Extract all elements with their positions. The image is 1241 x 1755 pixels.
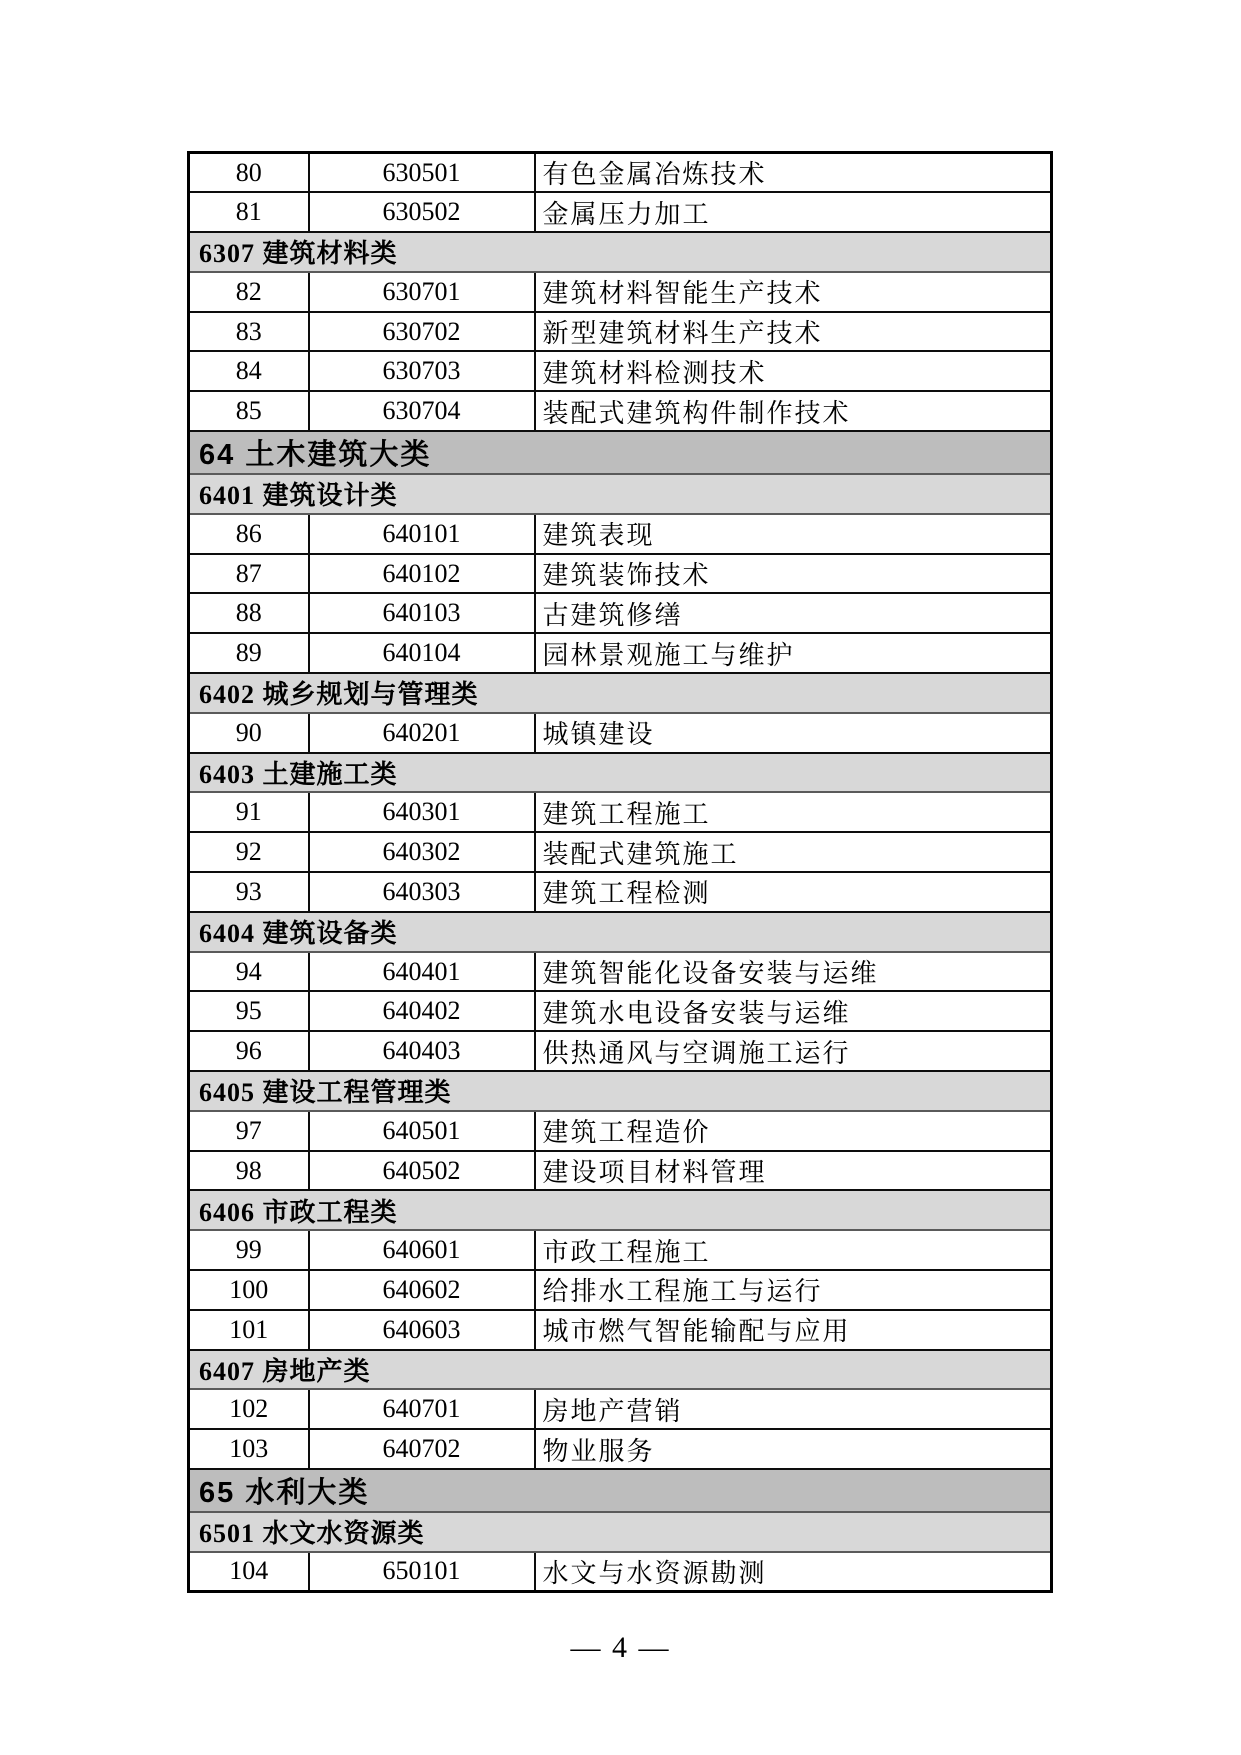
major-category-header-row bbox=[189, 431, 1052, 474]
table-row bbox=[189, 1111, 1052, 1151]
subcategory-header-row bbox=[189, 1350, 1052, 1390]
major-name-cell: 建筑水电设备安装与运维 bbox=[535, 991, 1052, 1031]
major-code-cell: 640502 bbox=[309, 1151, 535, 1191]
table-row bbox=[189, 872, 1052, 912]
table-row bbox=[189, 952, 1052, 992]
serial-number-cell: 91 bbox=[189, 792, 309, 832]
major-name-cell: 供热通风与空调施工运行 bbox=[535, 1031, 1052, 1071]
subcategory-header-row bbox=[189, 912, 1052, 952]
table-row bbox=[189, 514, 1052, 554]
major-category-header-cell: 65 水利大类 bbox=[189, 1469, 1052, 1512]
table-row bbox=[189, 832, 1052, 872]
major-name-cell: 城市燃气智能输配与应用 bbox=[535, 1310, 1052, 1350]
subcategory-header-cell: 6405 建设工程管理类 bbox=[189, 1071, 1052, 1111]
major-code-cell: 640401 bbox=[309, 952, 535, 992]
subcategory-header-row bbox=[189, 673, 1052, 713]
major-name-cell: 金属压力加工 bbox=[535, 192, 1052, 232]
serial-number-cell: 104 bbox=[189, 1552, 309, 1592]
major-name-cell: 新型建筑材料生产技术 bbox=[535, 312, 1052, 352]
subcategory-header-cell: 6404 建筑设备类 bbox=[189, 912, 1052, 952]
major-name-cell: 房地产营销 bbox=[535, 1389, 1052, 1429]
major-name-cell: 水文与水资源勘测 bbox=[535, 1552, 1052, 1592]
subcategory-header-row bbox=[189, 753, 1052, 793]
major-code-cell: 640103 bbox=[309, 593, 535, 633]
major-code-cell: 630702 bbox=[309, 312, 535, 352]
major-category-header-cell: 64 土木建筑大类 bbox=[189, 431, 1052, 474]
major-name-cell: 建筑智能化设备安装与运维 bbox=[535, 952, 1052, 992]
major-code-cell: 640201 bbox=[309, 713, 535, 753]
major-code-cell: 630704 bbox=[309, 391, 535, 431]
serial-number-cell: 87 bbox=[189, 554, 309, 594]
major-name-cell: 装配式建筑施工 bbox=[535, 832, 1052, 872]
subcategory-header-cell: 6407 房地产类 bbox=[189, 1350, 1052, 1390]
subcategory-header-cell: 6406 市政工程类 bbox=[189, 1190, 1052, 1230]
table-row bbox=[189, 792, 1052, 832]
major-code-cell: 630701 bbox=[309, 272, 535, 312]
major-name-cell: 建筑材料智能生产技术 bbox=[535, 272, 1052, 312]
serial-number-cell: 89 bbox=[189, 633, 309, 673]
subcategory-header-row bbox=[189, 232, 1052, 272]
table-row bbox=[189, 153, 1052, 193]
major-code-cell: 630502 bbox=[309, 192, 535, 232]
serial-number-cell: 96 bbox=[189, 1031, 309, 1071]
table-row bbox=[189, 1270, 1052, 1310]
serial-number-cell: 80 bbox=[189, 153, 309, 193]
subcategory-header-cell: 6501 水文水资源类 bbox=[189, 1512, 1052, 1552]
table-row bbox=[189, 351, 1052, 391]
major-code-cell: 640603 bbox=[309, 1310, 535, 1350]
table-row bbox=[189, 713, 1052, 753]
major-code-cell: 630703 bbox=[309, 351, 535, 391]
serial-number-cell: 94 bbox=[189, 952, 309, 992]
serial-number-cell: 86 bbox=[189, 514, 309, 554]
subcategory-header-cell: 6402 城乡规划与管理类 bbox=[189, 673, 1052, 713]
major-name-cell: 给排水工程施工与运行 bbox=[535, 1270, 1052, 1310]
table-row bbox=[189, 593, 1052, 633]
serial-number-cell: 100 bbox=[189, 1270, 309, 1310]
table-row bbox=[189, 1151, 1052, 1191]
serial-number-cell: 102 bbox=[189, 1389, 309, 1429]
major-name-cell: 物业服务 bbox=[535, 1429, 1052, 1469]
serial-number-cell: 84 bbox=[189, 351, 309, 391]
major-code-cell: 640303 bbox=[309, 872, 535, 912]
serial-number-cell: 101 bbox=[189, 1310, 309, 1350]
major-code-cell: 640601 bbox=[309, 1230, 535, 1270]
major-name-cell: 建设项目材料管理 bbox=[535, 1151, 1052, 1191]
serial-number-cell: 83 bbox=[189, 312, 309, 352]
major-code-cell: 640602 bbox=[309, 1270, 535, 1310]
table-row bbox=[189, 633, 1052, 673]
subcategory-header-row bbox=[189, 474, 1052, 514]
table-row bbox=[189, 1310, 1052, 1350]
major-code-cell: 640102 bbox=[309, 554, 535, 594]
major-name-cell: 建筑表现 bbox=[535, 514, 1052, 554]
major-name-cell: 城镇建设 bbox=[535, 713, 1052, 753]
table-row bbox=[189, 1429, 1052, 1469]
serial-number-cell: 82 bbox=[189, 272, 309, 312]
table-row bbox=[189, 1552, 1052, 1592]
serial-number-cell: 92 bbox=[189, 832, 309, 872]
major-name-cell: 建筑工程检测 bbox=[535, 872, 1052, 912]
serial-number-cell: 85 bbox=[189, 391, 309, 431]
subcategory-header-cell: 6403 土建施工类 bbox=[189, 753, 1052, 793]
serial-number-cell: 97 bbox=[189, 1111, 309, 1151]
major-code-cell: 640301 bbox=[309, 792, 535, 832]
serial-number-cell: 98 bbox=[189, 1151, 309, 1191]
serial-number-cell: 95 bbox=[189, 991, 309, 1031]
major-name-cell: 建筑装饰技术 bbox=[535, 554, 1052, 594]
major-code-cell: 640501 bbox=[309, 1111, 535, 1151]
page-number: — 4 — bbox=[570, 1631, 671, 1664]
major-name-cell: 建筑工程施工 bbox=[535, 792, 1052, 832]
major-name-cell: 建筑工程造价 bbox=[535, 1111, 1052, 1151]
table-row bbox=[189, 1389, 1052, 1429]
serial-number-cell: 88 bbox=[189, 593, 309, 633]
major-name-cell: 古建筑修缮 bbox=[535, 593, 1052, 633]
major-category-header-row bbox=[189, 1469, 1052, 1512]
major-code-cell: 650101 bbox=[309, 1552, 535, 1592]
major-name-cell: 装配式建筑构件制作技术 bbox=[535, 391, 1052, 431]
subcategory-header-row bbox=[189, 1190, 1052, 1230]
serial-number-cell: 99 bbox=[189, 1230, 309, 1270]
table-row bbox=[189, 312, 1052, 352]
subcategory-header-cell: 6401 建筑设计类 bbox=[189, 474, 1052, 514]
subcategory-header-row bbox=[189, 1071, 1052, 1111]
major-code-cell: 640302 bbox=[309, 832, 535, 872]
serial-number-cell: 103 bbox=[189, 1429, 309, 1469]
major-catalog-table bbox=[187, 151, 1053, 1593]
serial-number-cell: 81 bbox=[189, 192, 309, 232]
major-name-cell: 有色金属冶炼技术 bbox=[535, 153, 1052, 193]
major-code-cell: 640104 bbox=[309, 633, 535, 673]
table-row bbox=[189, 192, 1052, 232]
major-code-cell: 640402 bbox=[309, 991, 535, 1031]
major-code-cell: 640101 bbox=[309, 514, 535, 554]
table-row bbox=[189, 554, 1052, 594]
major-code-cell: 640403 bbox=[309, 1031, 535, 1071]
table-row bbox=[189, 272, 1052, 312]
serial-number-cell: 90 bbox=[189, 713, 309, 753]
table-row bbox=[189, 991, 1052, 1031]
major-name-cell: 市政工程施工 bbox=[535, 1230, 1052, 1270]
major-code-cell: 640702 bbox=[309, 1429, 535, 1469]
serial-number-cell: 93 bbox=[189, 872, 309, 912]
major-code-cell: 640701 bbox=[309, 1389, 535, 1429]
subcategory-header-row bbox=[189, 1512, 1052, 1552]
major-name-cell: 建筑材料检测技术 bbox=[535, 351, 1052, 391]
table-row bbox=[189, 391, 1052, 431]
subcategory-header-cell: 6307 建筑材料类 bbox=[189, 232, 1052, 272]
table-row bbox=[189, 1031, 1052, 1071]
major-name-cell: 园林景观施工与维护 bbox=[535, 633, 1052, 673]
table-row bbox=[189, 1230, 1052, 1270]
major-code-cell: 630501 bbox=[309, 153, 535, 193]
